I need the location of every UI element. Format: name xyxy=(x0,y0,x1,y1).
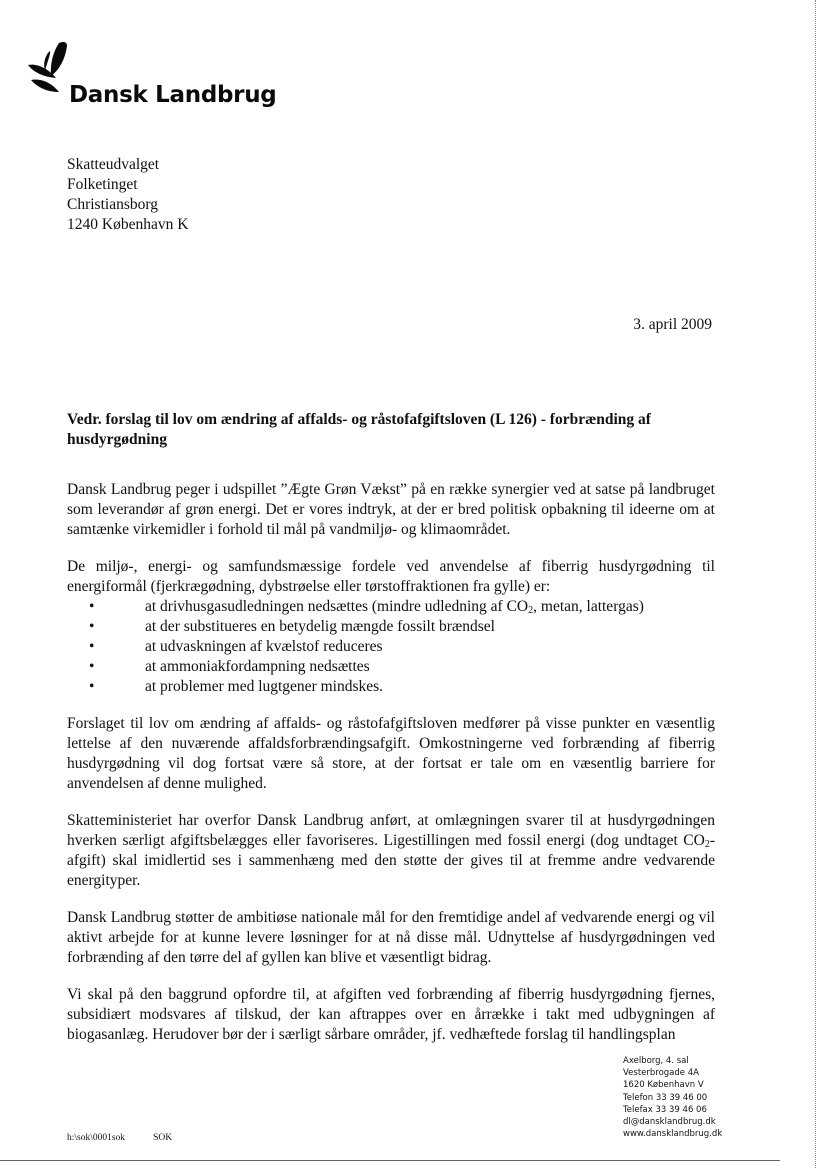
list-item: • at problemer med lugtgener mindskes. xyxy=(67,677,715,697)
email-line: dl@dansklandbrug.dk xyxy=(623,1117,716,1128)
list-item: • at drivhusgasudledningen nedsættes (mindre udledning af $CO_2$, metan, lattergas) xyxy=(67,597,715,617)
recipient-line: 1240 København K xyxy=(67,216,189,233)
website-line: www.dansklandbrug.dk xyxy=(623,1129,723,1140)
bullet-icon: • xyxy=(89,678,95,695)
bullet-icon: • xyxy=(89,638,95,655)
recipient-address xyxy=(67,155,188,235)
bullet-icon: • xyxy=(89,598,95,615)
file-reference: h:\sok\0001sok xyxy=(67,1133,126,1143)
recipient-line: Skatteudvalget xyxy=(67,156,160,173)
letterhead-logo xyxy=(26,38,277,108)
page-bottom-rule xyxy=(0,1160,780,1161)
paragraph-tax-ministry: Skatteministeriet har overfor Dansk Landbrug anført, at omlægningen svarer til at husdyrgødningen hverken særligt afgiftsbelægges eller favoriseres. Ligestillingen med fossil energi (dog undtaget $CO_2-afgift$) skal imidlertid ses i sammenhæng med den støtte der gives til at fremme andre vedvarende energityper. xyxy=(67,812,715,889)
sender-address xyxy=(623,1055,722,1140)
benefits-list xyxy=(67,597,715,697)
letter-date: 3. april 2009 xyxy=(633,316,712,333)
leaf-logo-icon xyxy=(26,38,74,100)
paragraph-law-proposal: Forslaget til lov om ændring af affalds- og råstofafgiftsloven medfører på visse punkter en væsentlig lettelse af den nuværende affaldsforbrændingsafgift. Omkostningerne ved forbrænding af fiberrig husdyrgødning vil dog fortsat være så store, at der fortsat er tale om en væsentlig barriere for anvendelsen af denne mulighed. xyxy=(67,715,715,792)
paragraph-request: Vi skal på den baggrund opfordre til, at afgiften ved forbrænding af fiberrig husdyrgødning fjernes, subsidiært modsvares af tilskud, der kan aftrappes over en årrække i takt med udbygningen af biogasanlæg. Herudover bør der i særligt sårbare områder, jf. vedhæftede forslag til handlingsplan xyxy=(67,986,715,1043)
list-item: • at der substitueres en betydelig mængde fossilt brændsel xyxy=(67,617,715,637)
footer-reference xyxy=(67,1133,200,1143)
scan-edge-line xyxy=(815,0,817,1168)
fax-line: Telefax 33 39 46 06 xyxy=(623,1104,707,1115)
paragraph-renewable-goals: Dansk Landbrug støtter de ambitiøse nationale mål for den fremtidige andel af vedvarende energi og vil aktivt arbejde for at kunne levere løsninger for at nå disse mål. Udnyttelse af husdyrgødningen ved forbrænding af den tørre del af gyllen kan blive et væsentligt bidrag. xyxy=(67,909,715,966)
list-item: • at udvaskningen af kvælstof reduceres xyxy=(67,637,715,657)
recipient-line: Folketinget xyxy=(67,176,138,193)
list-item: • at ammoniakfordampning nedsættes xyxy=(67,657,715,677)
paragraph-intro: Dansk Landbrug peger i udspillet ”Ægte Grøn Vækst” på en række synergier ved at satse på landbruget som leverandør af grøn energi. Det er vores indtryk, at der er bred politisk opbakning til ideerne om at samtænke virkemidler i forhold til mål på vandmiljø- og klimaområdet. xyxy=(67,481,715,538)
letter-body xyxy=(67,480,715,1062)
address-line: Axelborg, 4. sal xyxy=(623,1056,689,1066)
address-line: Vesterbrogade 4A xyxy=(623,1068,699,1079)
paragraph-benefits: De miljø-, energi- og samfundsmæssige fordele ved anvendelse af fiberrig husdyrgødning til energiformål (fjerkrægødning, dybstrøelse eller tørstoffraktionen fra gylle) er: xyxy=(67,558,715,595)
recipient-line: Christiansborg xyxy=(67,196,158,213)
bullet-icon: • xyxy=(89,618,95,635)
phone-line: Telefon 33 39 46 00 xyxy=(623,1092,708,1103)
address-line: 1620 København V xyxy=(623,1080,704,1091)
bullet-icon: • xyxy=(89,658,95,675)
organization-name: Dansk Landbrug xyxy=(69,82,277,108)
letter-subject: Vedr. forslag til lov om ændring af affalds- og råstofafgiftsloven (L 126) - forbrænding af husdyrgødning xyxy=(67,411,651,448)
author-initials: SOK xyxy=(153,1133,173,1143)
